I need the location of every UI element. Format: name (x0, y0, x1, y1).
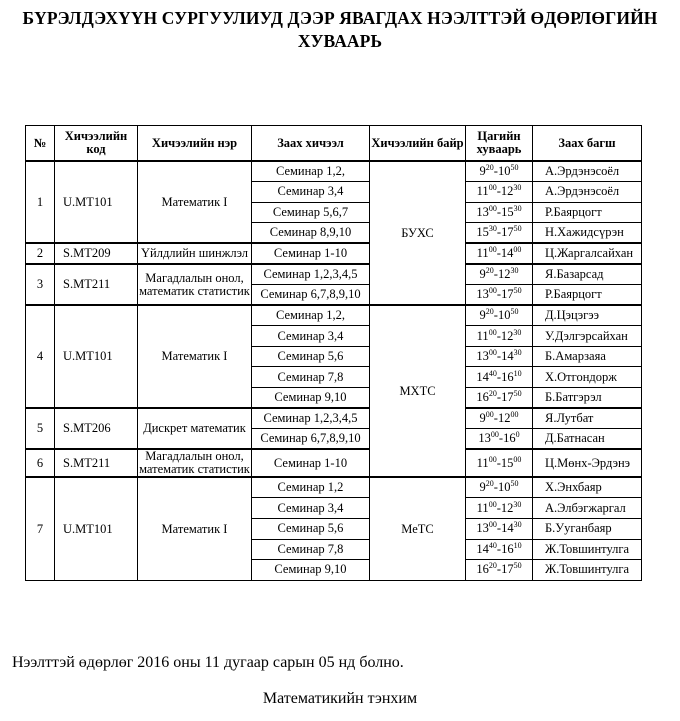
time-separator: - (493, 480, 498, 495)
time-end-hour: 15 (500, 455, 514, 470)
table-row (26, 449, 642, 477)
row-number: 2 (26, 243, 55, 264)
time-start-hour: 9 (479, 480, 486, 495)
teacher-cell: Р.Баярцогт (533, 285, 642, 306)
time-end-hour: 17 (501, 390, 514, 405)
time-end-hour: 16 (501, 369, 514, 384)
location-cell: МХТС (370, 305, 466, 477)
row-number: 5 (26, 408, 55, 449)
teacher-cell: Н.Хажидсүрэн (533, 223, 642, 244)
time-separator: - (498, 431, 504, 446)
col-header-code: Хичээлийн код (55, 126, 138, 162)
time-start-hour: 9 (479, 308, 486, 323)
time-end-hour: 12 (497, 267, 511, 282)
col-header-topic: Заах хичээл (252, 126, 370, 162)
teacher-cell: Ж.Товшинтулга (533, 539, 642, 560)
time-start-hour: 13 (478, 431, 491, 446)
col-header-time: Цагийн хуваарь (466, 126, 533, 162)
time-start-minute: 00 (488, 454, 497, 464)
row-number: 4 (26, 305, 55, 408)
time-cell (466, 560, 533, 581)
time-end-minute: 00 (513, 454, 522, 464)
time-start-minute: 20 (488, 561, 497, 571)
time-start-hour: 14 (476, 541, 489, 556)
time-end-minute: 30 (513, 203, 522, 213)
topic-cell: Семинар 8,9,10 (252, 223, 370, 244)
teacher-cell: Х.Энхбаяр (533, 477, 642, 498)
time-start-hour: 11 (476, 500, 489, 515)
time-start-hour: 15 (476, 225, 489, 240)
schedule-body (26, 161, 642, 580)
time-separator: - (496, 328, 501, 343)
time-end-minute: 50 (513, 389, 522, 399)
department-name: Математикийн тэнхим (262, 690, 418, 707)
time-cell (466, 408, 533, 429)
time-start-hour: 11 (476, 184, 489, 199)
topic-cell: Семинар 7,8 (252, 539, 370, 560)
topic-cell: Семинар 6,7,8,9,10 (252, 285, 370, 306)
time-end-minute: 50 (513, 224, 522, 234)
course-name: Магадлалын онол, математик статистик (138, 264, 252, 305)
teacher-cell: Б.Батгэрэл (533, 388, 642, 409)
time-end-hour: 10 (497, 164, 511, 179)
course-name: Дискрет математик (138, 408, 252, 449)
time-separator: - (496, 541, 502, 556)
time-separator: - (496, 455, 501, 470)
time-start-hour: 14 (476, 369, 489, 384)
table-row (26, 408, 642, 429)
teacher-cell: Б.Ууганбаяр (533, 519, 642, 540)
time-start-hour: 9 (479, 164, 486, 179)
time-start-hour: 11 (476, 455, 489, 470)
time-start-hour: 11 (476, 328, 489, 343)
topic-cell: Семинар 5,6,7 (252, 202, 370, 223)
teacher-cell: Д.Батнасан (533, 429, 642, 450)
time-start-minute: 00 (488, 245, 497, 255)
time-start-hour: 16 (476, 390, 489, 405)
course-name: Үйлдлийн шинжлэл (138, 243, 252, 264)
time-start-minute: 40 (488, 368, 497, 378)
course-code: U.MT101 (55, 477, 138, 580)
time-start-minute: 40 (488, 540, 497, 550)
time-cell (466, 477, 533, 498)
topic-cell: Семинар 5,6 (252, 346, 370, 367)
col-header-teacher: Заах багш (533, 126, 642, 162)
time-separator: - (496, 349, 502, 364)
time-separator: - (496, 521, 502, 536)
table-row (26, 264, 642, 285)
time-cell (466, 539, 533, 560)
topic-cell: Семинар 9,10 (252, 388, 370, 409)
time-cell (466, 223, 533, 244)
time-cell (466, 243, 533, 264)
topic-cell: Семинар 1,2, (252, 161, 370, 182)
location-cell: БУХС (370, 161, 466, 305)
topic-cell: Семинар 7,8 (252, 367, 370, 388)
time-separator: - (496, 287, 502, 302)
page-title: БҮРЭЛДЭХҮҮН СУРГУУЛИУД ДЭЭР ЯВАГДАХ НЭЭЛТТЭЙ ӨДӨРЛӨГИЙН ХУВААРЬ (22, 8, 658, 51)
time-start-minute: 20 (485, 163, 494, 173)
time-cell (466, 429, 533, 450)
time-cell (466, 326, 533, 347)
time-separator: - (496, 500, 501, 515)
time-end-minute: 30 (513, 183, 522, 193)
time-start-minute: 20 (485, 307, 494, 317)
time-end-minute: 50 (510, 163, 519, 173)
time-cell (466, 305, 533, 326)
time-cell (466, 498, 533, 519)
time-start-minute: 30 (488, 224, 497, 234)
time-end-minute: 00 (513, 245, 522, 255)
time-cell (466, 346, 533, 367)
time-cell (466, 182, 533, 203)
teacher-cell: Я.Лутбат (533, 408, 642, 429)
teacher-cell: У.Дэлгэрсайхан (533, 326, 642, 347)
header-row (26, 126, 642, 162)
time-start-hour: 16 (476, 562, 489, 577)
row-number: 7 (26, 477, 55, 580)
topic-cell: Семинар 3,4 (252, 326, 370, 347)
time-end-hour: 12 (500, 500, 514, 515)
time-end-hour: 14 (501, 349, 514, 364)
time-start-minute: 20 (488, 389, 497, 399)
time-end-hour: 10 (497, 480, 511, 495)
course-code: S.MT209 (55, 243, 138, 264)
teacher-cell: Х.Отгондорж (533, 367, 642, 388)
time-start-minute: 00 (488, 327, 497, 337)
topic-cell: Семинар 1,2,3,4,5 (252, 264, 370, 285)
time-start-minute: 20 (485, 266, 494, 276)
topic-cell: Семинар 9,10 (252, 560, 370, 581)
time-start-hour: 13 (476, 349, 489, 364)
time-cell (466, 202, 533, 223)
schedule-table (25, 125, 642, 581)
course-name: Магадлалын онол, математик статистик (139, 449, 250, 477)
time-start-hour: 13 (476, 204, 489, 219)
time-separator: - (493, 267, 498, 282)
time-start-minute: 00 (485, 410, 494, 420)
course-code: S.MT206 (55, 408, 138, 449)
col-header-number: № (26, 126, 55, 162)
teacher-cell: Д.Цэцэгээ (533, 305, 642, 326)
topic-cell: Семинар 1-10 (252, 243, 370, 264)
time-end-hour: 14 (501, 521, 514, 536)
time-separator: - (496, 369, 502, 384)
time-start-minute: 00 (488, 286, 497, 296)
teacher-cell: А.Эрдэнэсоёл (533, 161, 642, 182)
time-end-hour: 15 (501, 204, 514, 219)
topic-cell: Семинар 1-10 (252, 449, 370, 477)
time-start-hour: 11 (476, 246, 489, 261)
col-header-location: Хичээлийн байр (370, 126, 466, 162)
table-row (26, 243, 642, 264)
time-separator: - (496, 204, 502, 219)
time-separator: - (496, 225, 502, 240)
row-number: 1 (26, 161, 55, 243)
teacher-cell: Б.Амарзаяа (533, 346, 642, 367)
teacher-cell: Ж.Товшинтулга (533, 560, 642, 581)
col-header-course-name: Хичээлийн нэр (138, 126, 252, 162)
topic-cell: Семинар 1,2 (252, 477, 370, 498)
time-start-minute: 00 (488, 348, 497, 358)
table-row (26, 305, 642, 326)
time-end-hour: 12 (500, 184, 514, 199)
time-end-hour: 16 (503, 431, 516, 446)
time-end-minute: 10 (513, 540, 522, 550)
time-end-minute: 50 (513, 561, 522, 571)
time-start-hour: 9 (479, 267, 486, 282)
course-code: U.MT101 (55, 305, 138, 408)
table-row (26, 161, 642, 182)
teacher-cell: Р.Баярцогт (533, 202, 642, 223)
time-cell (466, 367, 533, 388)
time-separator: - (496, 184, 501, 199)
time-end-minute: 50 (510, 479, 519, 489)
time-separator: - (493, 164, 498, 179)
time-separator: - (493, 308, 498, 323)
time-end-hour: 16 (501, 541, 514, 556)
topic-cell: Семинар 1,2, (252, 305, 370, 326)
time-end-minute: 50 (510, 307, 519, 317)
time-end-hour: 12 (500, 328, 514, 343)
time-cell (466, 519, 533, 540)
course-code: S.MT211 (55, 449, 138, 477)
teacher-cell: Ц.Мөнх-Эрдэнэ (533, 449, 642, 477)
time-start-hour: 13 (476, 521, 489, 536)
course-code: U.MT101 (55, 161, 138, 243)
topic-cell: Семинар 5,6 (252, 519, 370, 540)
row-number: 3 (26, 264, 55, 305)
time-end-minute: 30 (513, 348, 522, 358)
time-end-hour: 12 (497, 411, 511, 426)
teacher-cell: А.Элбэгжаргал (533, 498, 642, 519)
course-code: S.MT211 (55, 264, 138, 305)
table-row (26, 477, 642, 498)
topic-cell: Семинар 3,4 (252, 498, 370, 519)
course-name: Математик I (138, 161, 252, 243)
time-start-minute: 00 (488, 203, 497, 213)
time-end-minute: 30 (513, 499, 522, 509)
event-note: Нээлттэй өдөрлөг 2016 оны 11 дугаар сарын 05 нд болно. (12, 654, 404, 671)
time-separator: - (496, 562, 502, 577)
time-start-minute: 00 (490, 430, 499, 440)
time-cell (466, 161, 533, 182)
time-start-hour: 9 (479, 411, 486, 426)
time-separator: - (493, 411, 498, 426)
time-end-hour: 10 (497, 308, 511, 323)
location-cell: МеТС (370, 477, 466, 580)
time-end-hour: 17 (501, 562, 514, 577)
time-end-hour: 14 (500, 246, 514, 261)
time-start-minute: 00 (488, 520, 497, 530)
teacher-cell: Я.Базарсад (533, 264, 642, 285)
time-end-minute: 0 (515, 430, 520, 440)
course-name: Математик I (138, 477, 252, 580)
time-cell (466, 388, 533, 409)
time-cell (466, 264, 533, 285)
topic-cell: Семинар 6,7,8,9,10 (252, 429, 370, 450)
time-end-minute: 50 (513, 286, 522, 296)
topic-cell: Семинар 3,4 (252, 182, 370, 203)
time-end-minute: 00 (510, 410, 519, 420)
time-end-minute: 30 (513, 520, 522, 530)
time-cell (466, 285, 533, 306)
teacher-cell: А.Эрдэнэсоёл (533, 182, 642, 203)
time-separator: - (496, 390, 502, 405)
row-number: 6 (26, 449, 55, 477)
time-end-minute: 30 (513, 327, 522, 337)
time-end-hour: 17 (501, 287, 514, 302)
time-end-minute: 30 (510, 266, 519, 276)
time-separator: - (496, 246, 501, 261)
time-end-minute: 10 (513, 368, 522, 378)
time-cell (466, 449, 533, 477)
course-name: Математик I (138, 305, 252, 408)
time-start-minute: 00 (488, 499, 497, 509)
time-end-hour: 17 (501, 225, 514, 240)
time-start-hour: 13 (476, 287, 489, 302)
time-start-minute: 00 (488, 183, 497, 193)
teacher-cell: Ц.Жаргалсайхан (533, 243, 642, 264)
topic-cell: Семинар 1,2,3,4,5 (252, 408, 370, 429)
time-start-minute: 20 (485, 479, 494, 489)
